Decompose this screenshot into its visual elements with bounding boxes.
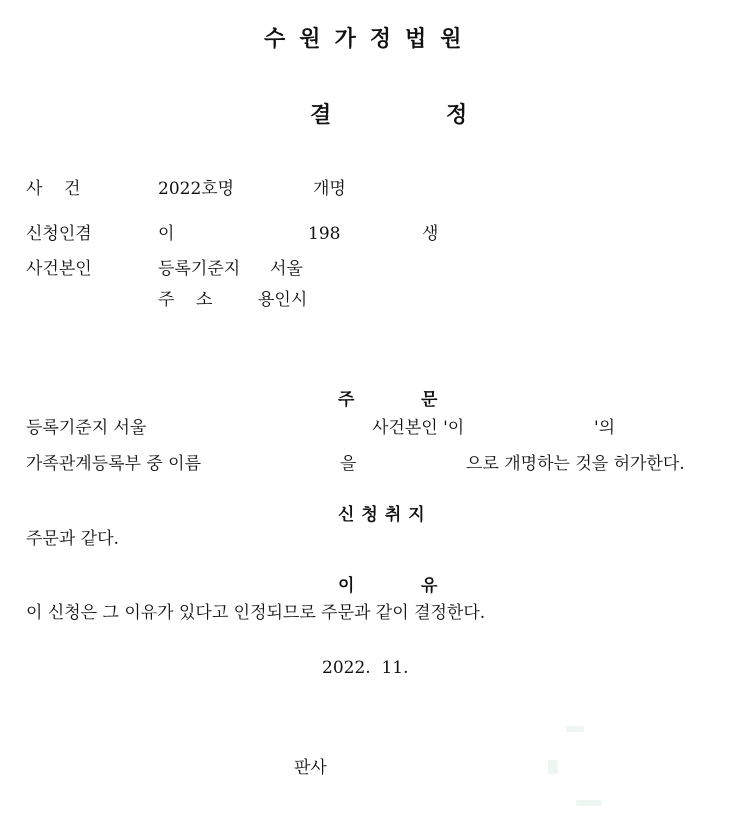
order-line2-mid: 을: [340, 454, 357, 474]
seal-remnant: [576, 800, 602, 806]
address-label: 주 소: [158, 290, 213, 310]
applicant-birth-suffix: 생: [422, 224, 439, 244]
reason-heading-left: 이: [338, 576, 355, 596]
seal-remnant: [548, 760, 558, 774]
order-line2-left: 가족관계등록부 중 이름: [26, 454, 202, 474]
principal-label: 사건본인: [26, 259, 92, 279]
order-heading-right: 문: [421, 390, 438, 410]
document-title-left: 결: [310, 103, 332, 128]
applicant-label: 신청인겸: [26, 224, 92, 244]
reason-heading-right: 유: [421, 576, 438, 596]
court-name: 수원가정법원: [264, 27, 476, 52]
applicant-birth: 198: [308, 224, 341, 244]
address-value: 용인시: [258, 290, 308, 310]
case-number: 2022호명: [158, 179, 235, 199]
case-type: 개명: [313, 179, 346, 199]
purpose-heading: 신청취지: [338, 505, 432, 525]
order-line1-left: 등록기준지 서울: [26, 418, 147, 438]
decision-date: 2022. 11.: [322, 658, 409, 678]
registry-label: 등록기준지: [158, 259, 241, 279]
order-line1-mid: 사건본인 '이: [372, 418, 465, 438]
order-line2-right: 으로 개명하는 것을 허가한다.: [466, 454, 685, 474]
order-line1-right: '의: [594, 418, 616, 438]
document-title-right: 정: [446, 103, 468, 128]
order-heading-left: 주: [338, 390, 355, 410]
judge-label: 판사: [294, 758, 327, 778]
case-label: 사 건: [26, 179, 81, 199]
seal-remnant: [566, 726, 584, 732]
purpose-text: 주문과 같다.: [26, 529, 119, 549]
reason-text: 이 신청은 그 이유가 있다고 인정되므로 주문과 같이 결정한다.: [26, 603, 486, 623]
registry-value: 서울: [270, 259, 303, 279]
applicant-name: 이: [158, 224, 175, 244]
